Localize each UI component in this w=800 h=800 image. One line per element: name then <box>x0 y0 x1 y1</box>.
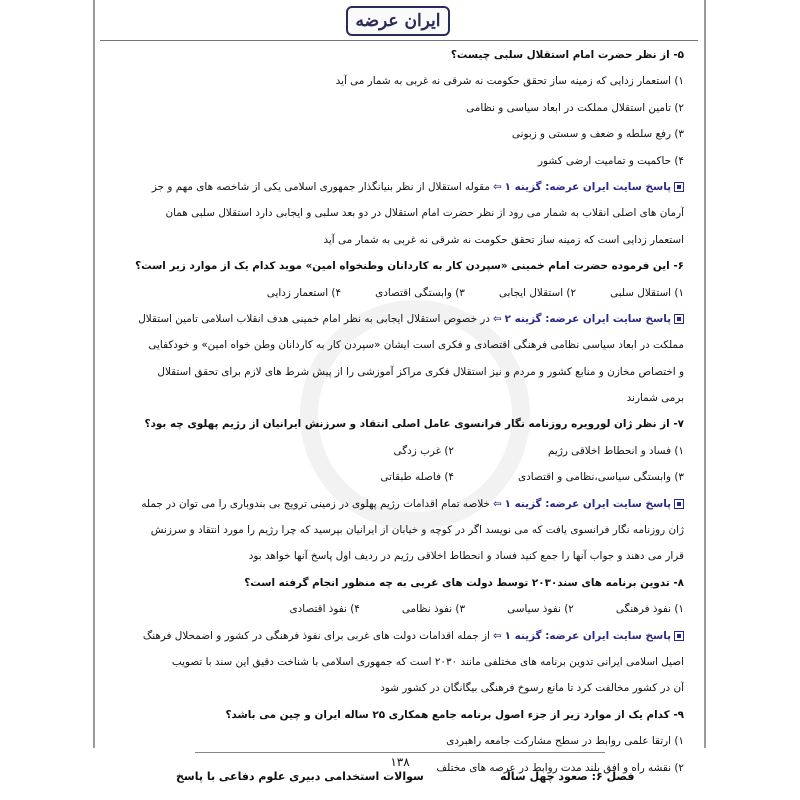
text-line: مملکت در ابعاد سیاسی نظامی فرهنگی اقتصادی و فکری است ایشان «سپردن کار به کاردانان وطن خواه امین» و خودکفایی <box>148 339 684 352</box>
option-item: ۲) نفوذ سیاسی <box>507 603 574 616</box>
text-line: ۱) استعمار زدایی که زمینه ساز تحقق حکومت نه شرقی نه غربی به شمار می آید <box>335 75 684 88</box>
answer-text: از جمله اقدامات دولت های غربی برای نفوذ فرهنگی در کشور و اضمحلال فرهنگ <box>142 629 490 642</box>
arrow-left-icon: ⇦ <box>492 180 502 193</box>
option-item: ۳) وابستگی سیاسی،نظامی و اقتصادی <box>518 471 684 484</box>
options-row <box>112 464 684 490</box>
text-line: ۲) تامین استقلال مملکت در ابعاد سیاسی و نظامی <box>466 101 684 114</box>
text-line: و اختصاص مخازن و منابع کشور و مردم و نیز استقلال فکری مراکز آموزشی را از پیش شرط های لازم برای تحقق استقلال <box>157 365 684 378</box>
option-item: ۲) استقلال ایجابی <box>498 286 577 299</box>
answer-label: پاسخ سایت ایران عرضه: گزینه ۱ <box>504 629 671 642</box>
footer-chapter-title: فصل ۶: صعود چهل ساله <box>500 770 635 783</box>
text-line: ژان روزنامه نگار فرانسوی یافت که می نویسد اگر در کوچه و خیابان از ایرانیان بپرسید که چرا رژیم را مورد انتقاد و سرزنش <box>150 524 684 537</box>
option-item: ۲) غرب زدگی <box>393 444 454 457</box>
question-heading: ۹- کدام یک از موارد زیر از جزء اصول برنامه جامع همکاری ۲۵ ساله ایران و چین می باشد؟ <box>225 708 684 721</box>
option-item: ۳) وابستگی اقتصادی <box>375 286 465 299</box>
text-line: ۳) رفع سلطه و ضعف و سستی و زبونی <box>511 128 684 141</box>
text-line: آرمان های اصلی انقلاب به شمار می رود از نظر حضرت امام استقلال در دو بعد سلبی و ایجابی دارد استقلال سلبی همان <box>165 207 684 220</box>
checkbox-icon <box>674 499 684 509</box>
site-logo: ایران عرضه <box>346 6 450 36</box>
arrow-left-icon: ⇦ <box>492 629 502 642</box>
text-line: ۲) نقشه راه و افق بلند مدت روابط در عرصه های مختلف <box>436 761 684 774</box>
options-row <box>112 438 684 464</box>
options-row <box>112 596 684 622</box>
header-divider <box>100 40 698 41</box>
text-line: استعمار زدایی است که زمینه ساز تحقق حکومت نه شرقی نه غربی به شمار می آید <box>323 233 684 246</box>
answer-text: خلاصه تمام اقدامات رژیم پهلوی در زمینی ترویج بی بندوباری را می توان در جمله <box>141 497 490 510</box>
footer-divider <box>195 752 605 753</box>
question-heading: ۵- از نظر حضرت امام استقلال سلبی چیست؟ <box>450 49 684 61</box>
text-line: ۴) حاکمیت و تمامیت ارضی کشور <box>537 154 684 167</box>
text-line: اصیل اسلامی ایرانی تدوین برنامه های مختلفی مانند ۲۰۳۰ است که جمهوری اسلامی با شناخت دقیق این سند با تصویب <box>171 655 684 668</box>
page-border-right <box>704 0 706 748</box>
question-heading: ۶- این فرموده حضرت امام خمینی «سپردن کار به کاردانان وطنخواه امین» موید کدام یک از موارد زیر است؟ <box>135 260 684 273</box>
answer-label: پاسخ سایت ایران عرضه: گزینه ۱ <box>504 180 671 193</box>
answer-line <box>112 306 684 332</box>
answer-line <box>112 623 684 649</box>
option-item: ۱) استقلال سلبی <box>610 286 684 299</box>
question-heading: ۸- تدوین برنامه های سند۲۰۳۰ توسط دولت های غربی به چه منظور انجام گرفته است؟ <box>244 576 684 589</box>
question-heading: ۷- از نظر ژان لورویره روزنامه نگار فرانسوی عامل اصلی انتقاد و سرزنش ایرانیان از رژیم پهلوی چه بود؟ <box>144 418 684 431</box>
checkbox-icon <box>674 182 684 192</box>
page-number: ۱۳۸ <box>390 755 410 769</box>
answer-label: پاسخ سایت ایران عرضه: گزینه ۲ <box>504 312 671 325</box>
page-border-left <box>93 0 95 748</box>
arrow-left-icon: ⇦ <box>492 312 502 325</box>
checkbox-icon <box>674 314 684 324</box>
checkbox-icon <box>674 631 684 641</box>
question-content <box>112 42 684 781</box>
text-line: ۱) ارتقا علمی روابط در سطح مشارکت جامعه راهبردی <box>446 735 684 748</box>
option-item: ۴) فاصله طبقاتی <box>380 471 454 484</box>
text-line: قرار می دهند و جواب آنها را جمع کنید فساد و انحطاط اخلاقی رژیم در ردیف اول پاسخ آنها خواهد بود <box>248 550 684 563</box>
option-item: ۱) فساد و انحطاط اخلاقی رژیم <box>548 444 684 457</box>
option-item: ۴) استعمار زدایی <box>266 286 342 299</box>
text-line: برمی شمارند <box>626 392 684 405</box>
arrow-left-icon: ⇦ <box>492 497 502 510</box>
answer-line <box>112 174 684 200</box>
footer-book-title: سوالات استخدامی دبیری علوم دفاعی با پاسخ <box>176 770 424 783</box>
answer-line <box>112 491 684 517</box>
answer-text: مقوله استقلال از نظر بنیانگذار جمهوری اسلامی یکی از شاخصه های مهم و جز <box>151 180 490 193</box>
options-row <box>112 280 684 306</box>
option-item: ۳) نفوذ نظامی <box>401 603 466 616</box>
text-line: آن در کشور مخالفت کرد تا مانع رسوخ فرهنگی بیگانگان در کشور شود <box>380 682 684 695</box>
option-item: ۱) نفوذ فرهنگی <box>615 603 684 616</box>
option-item: ۴) نفوذ اقتصادی <box>289 603 360 616</box>
answer-text: در خصوص استقلال ایجابی به نظر امام خمینی هدف انقلاب اسلامی تامین استقلال <box>138 312 490 325</box>
answer-label: پاسخ سایت ایران عرضه: گزینه ۱ <box>504 497 671 510</box>
